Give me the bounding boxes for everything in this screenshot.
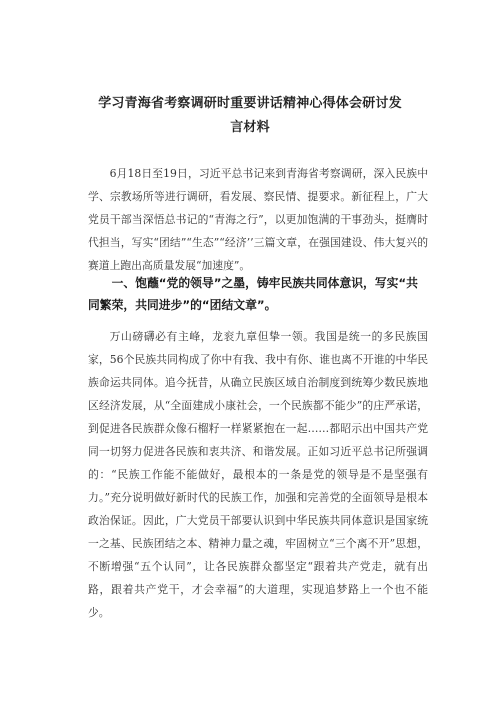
document-title: [60, 92, 440, 140]
paragraph-section-1: 万山磅礴必有主峰，龙衮九章但挚一领。我国是统一的多民族国家，56个民族共同构成了你中有我、我中有你、谁也离不开谁的中华民族命运共同体。追今抚昔，从确立民族区域自治制度到统筹少数民族地区经济发展，从“全面建成小康社会，一个民族都不能少”的庄严承诺，到促进各民族群众像石榴籽一样紧紧抱在一起……都昭示出中国共产党同一切努力促进各民族和衷共济、和谐发展。正如习近平总书记所强调的：“民族工作能不能做好，最根本的一条是党的领导是不是坚强有力。”充分说明做好新时代的民族工作，加强和完善党的全面领导是根本政治保证。因此，广大党员干部要认识到中华民族共同体意识是国家统一之基、民族团结之本、精神力量之魂，牢固树立“三个离不开”思想，不断增强“五个认同”，让各民族群众都坚定“跟着共产党走，就有出路，跟着共产党干，才会幸福”的大道理，实现追梦路上一个也不能少。: [88, 330, 428, 619]
title-line-1: 学习青海省考察调研时重要讲话精神心得体会研讨发: [98, 96, 402, 111]
title-line-2: 言材料: [230, 120, 270, 135]
section-heading-1: 一、饱蘸“党的领导”之墨，铸牢民族共同体意识，写实“共同繁荣，共同进步”的“团结文章”。: [88, 276, 418, 312]
paragraph-intro: 6月18日至19日，习近平总书记来到青海省考察调研，深入民族中学、宗教场所等进行调研，看发展、察民情、提要求。新征程上，广大党员干部当深悟总书记的“青海之行”，以更加饱满的干事劲头，挺膺时代担当，写实“团结”“生态”“经济’’三篇文章，在强国建设、伟大复兴的赛道上跑出高质量发展“加速度”。: [88, 167, 428, 272]
